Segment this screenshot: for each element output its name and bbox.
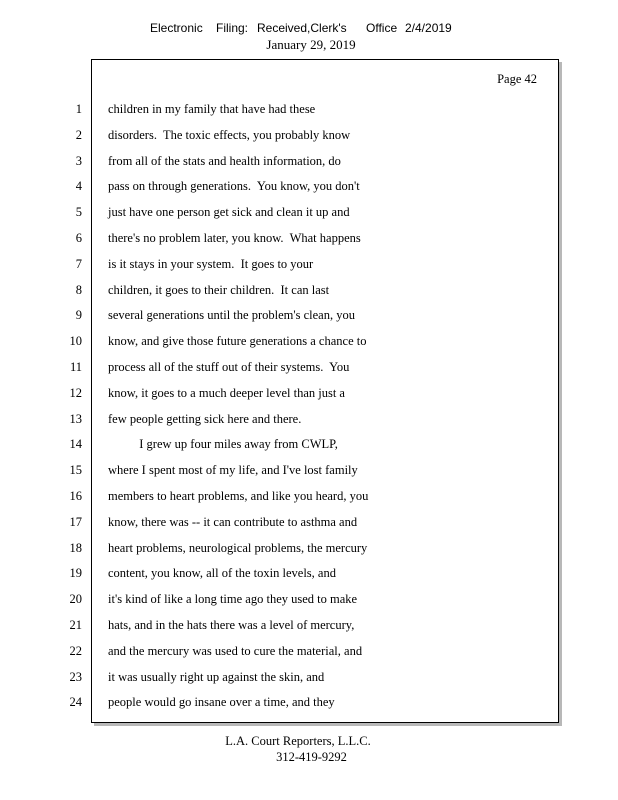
transcript-line: it's kind of like a long time ago they used to make — [108, 592, 358, 606]
transcript-line: process all of the stuff out of their systems. You — [108, 360, 350, 374]
line-number: 3 — [75, 154, 82, 168]
transcript-line: and the mercury was used to cure the material, and — [108, 644, 363, 658]
line-number: 16 — [69, 489, 82, 503]
transcript-line: there's no problem later, you know. What happens — [108, 231, 361, 245]
transcript-line: few people getting sick here and there. — [108, 412, 302, 426]
transcript-line: know, and give those future generations a chance to — [108, 334, 367, 348]
line-number: 23 — [69, 670, 82, 684]
transcript-line: heart problems, neurological problems, the mercury — [108, 541, 368, 555]
line-number: 15 — [69, 463, 82, 477]
filing-word: Office — [366, 21, 398, 35]
filing-word: Electronic — [150, 21, 203, 35]
line-number: 9 — [75, 308, 82, 322]
transcript-line: pass on through generations. You know, you don't — [108, 179, 360, 193]
reporter-phone: 312-419-9292 — [276, 750, 347, 764]
filing-date: 2/4/2019 — [405, 21, 452, 35]
transcript-line: know, it goes to a much deeper level than just a — [108, 386, 345, 400]
line-number: 17 — [69, 515, 82, 529]
line-number: 6 — [75, 231, 82, 245]
line-number: 21 — [69, 618, 82, 632]
line-number: 10 — [69, 334, 82, 348]
line-number: 11 — [69, 360, 82, 374]
filing-word: Received,Clerk's — [257, 21, 347, 35]
line-number: 24 — [69, 695, 82, 709]
filing-word: Filing: — [216, 21, 249, 35]
transcript-line: members to heart problems, and like you heard, you — [108, 489, 369, 503]
transcript-line: it was usually right up against the skin, and — [108, 670, 325, 684]
reporter-company: L.A. Court Reporters, L.L.C. — [225, 734, 371, 748]
transcript-line: content, you know, all of the toxin levels, and — [108, 566, 336, 580]
transcript-line: hats, and in the hats there was a level of mercury, — [108, 618, 355, 632]
transcript-line: from all of the stats and health information, do — [108, 154, 341, 168]
transcript-line: I grew up four miles away from CWLP, — [108, 437, 338, 451]
transcript-date: January 29, 2019 — [266, 37, 356, 52]
transcript-line: people would go insane over a time, and they — [108, 695, 335, 709]
line-number: 18 — [69, 541, 82, 555]
transcript-line: several generations until the problem's clean, you — [108, 308, 355, 322]
line-number: 13 — [69, 412, 82, 426]
footer — [0, 734, 618, 765]
transcript-line: know, there was -- it can contribute to asthma and — [108, 515, 358, 529]
transcript-line: where I spent most of my life, and I've lost family — [108, 463, 358, 477]
line-number: 7 — [75, 257, 82, 271]
line-number: 5 — [75, 205, 82, 219]
transcript-line: just have one person get sick and clean it up and — [108, 205, 350, 219]
line-number: 14 — [69, 437, 82, 451]
line-number: 2 — [75, 128, 82, 142]
transcript-line: is it stays in your system. It goes to your — [108, 257, 314, 271]
line-number: 8 — [75, 283, 82, 297]
line-number: 19 — [69, 566, 82, 580]
page-number: Page 42 — [497, 72, 537, 86]
line-number: 12 — [69, 386, 82, 400]
transcript-line: children, it goes to their children. It can last — [108, 283, 330, 297]
line-number: 4 — [75, 179, 82, 193]
transcript-line: children in my family that have had these — [108, 102, 316, 116]
transcript-line: disorders. The toxic effects, you probably know — [108, 128, 351, 142]
line-number: 1 — [75, 102, 82, 116]
line-number: 22 — [69, 644, 82, 658]
line-number: 20 — [69, 592, 82, 606]
